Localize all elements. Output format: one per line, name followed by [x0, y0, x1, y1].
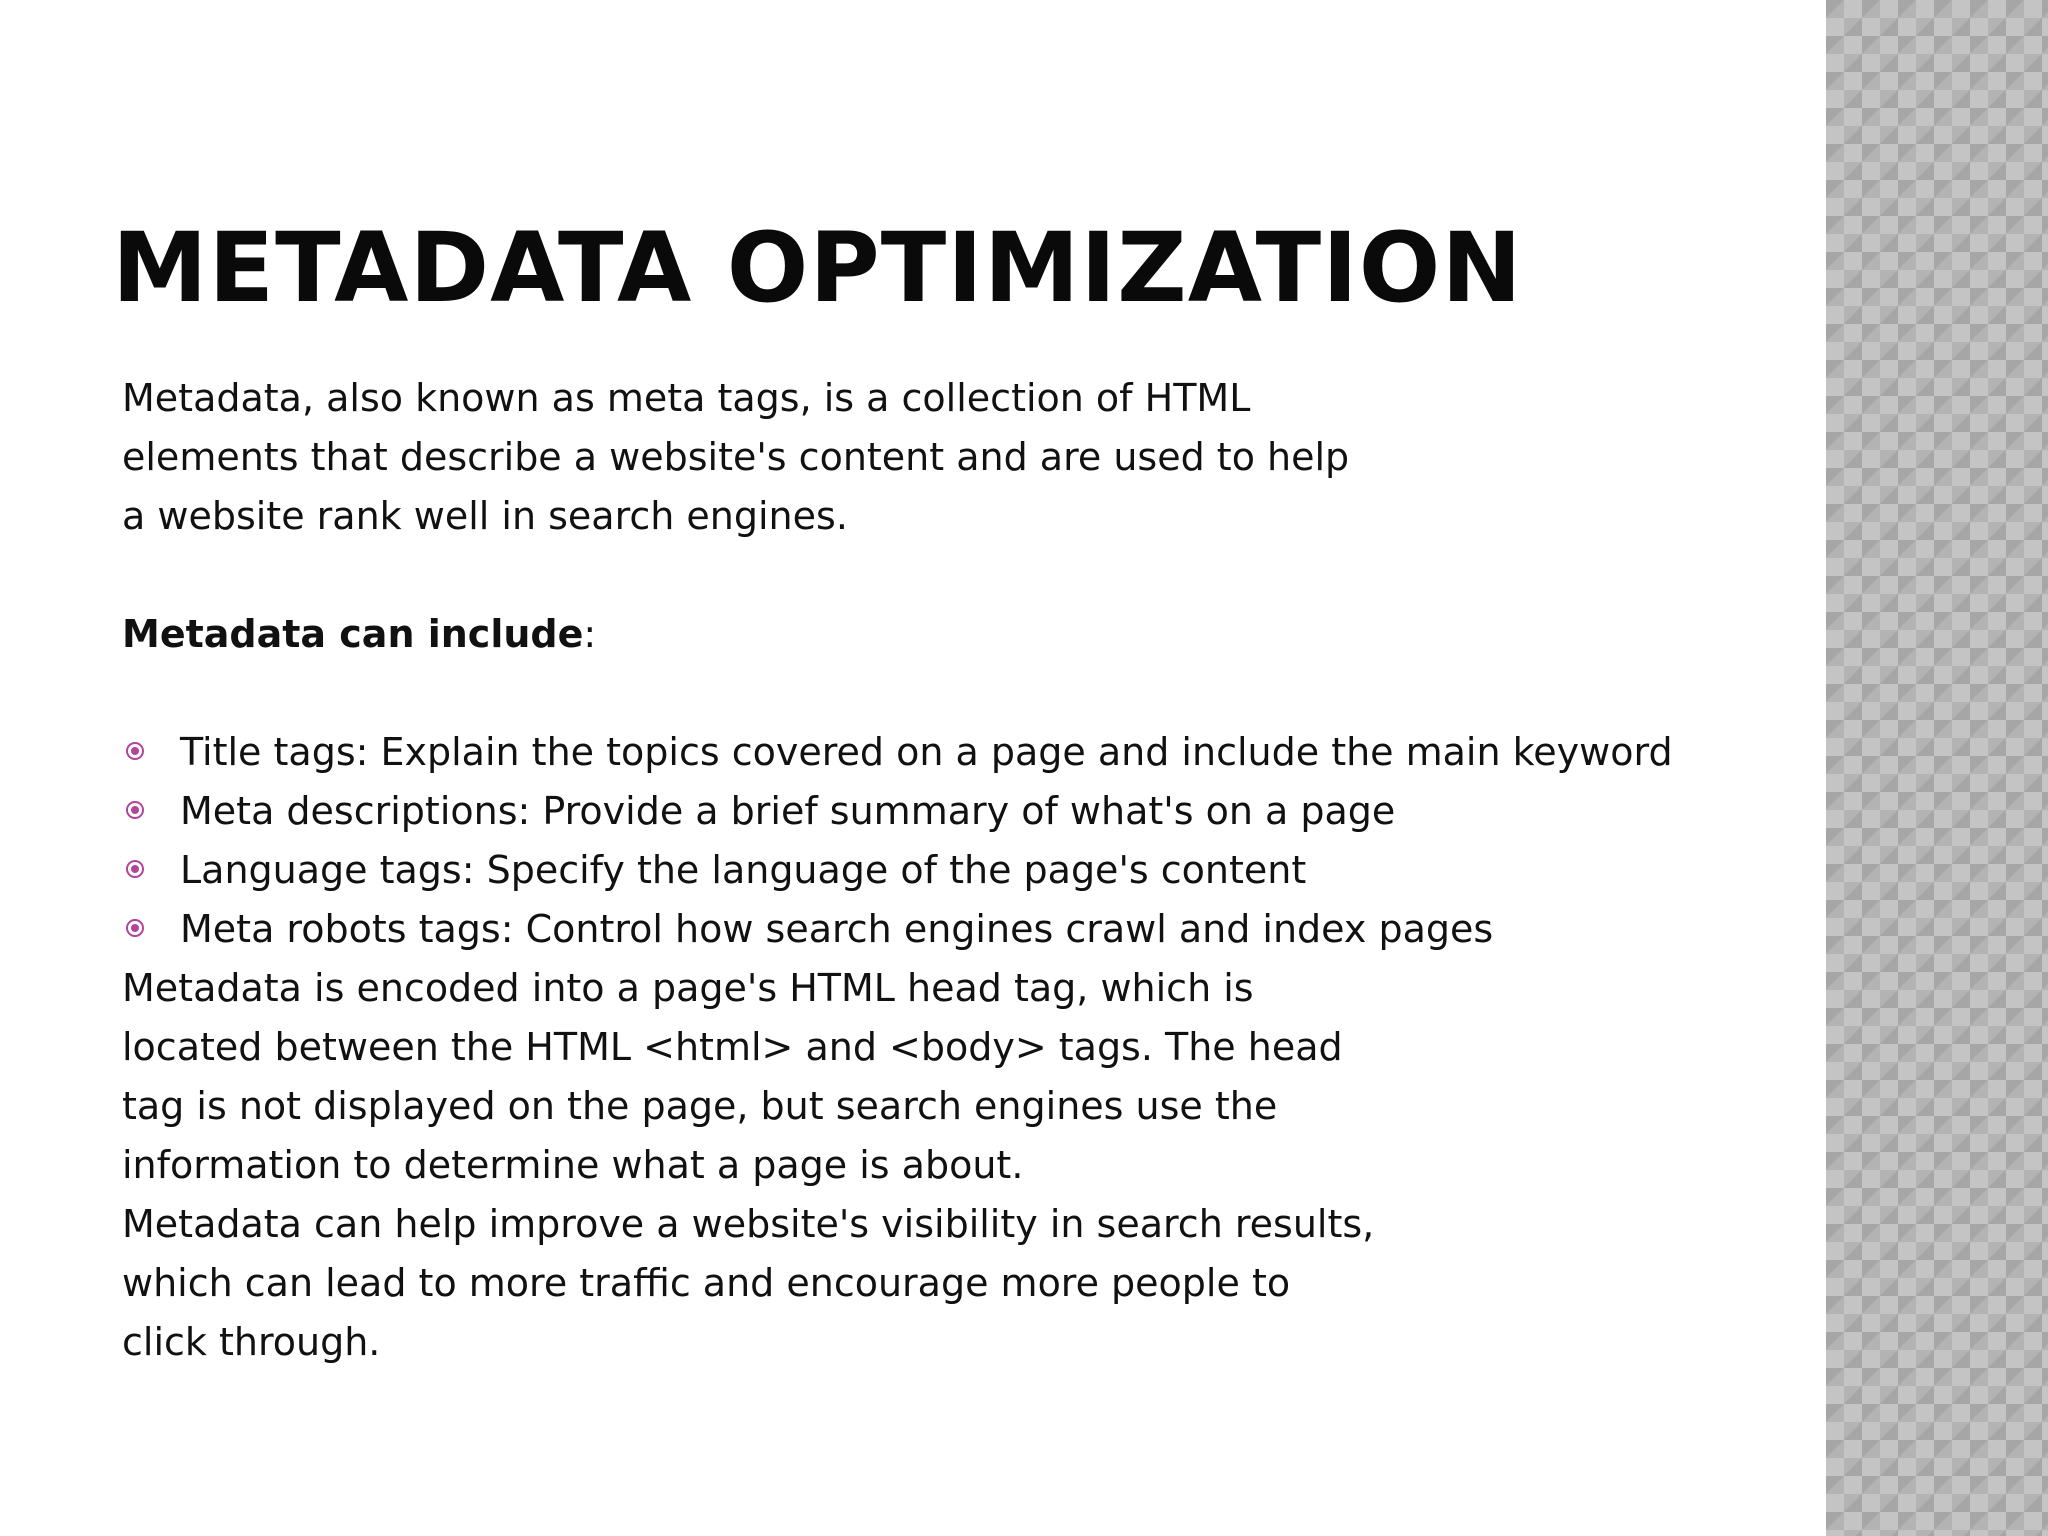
include-heading: Metadata can include — [122, 612, 584, 656]
bullet-list — [122, 723, 1682, 959]
radio-bullet-icon — [126, 860, 144, 878]
head-tag-paragraph: Metadata is encoded into a page's HTML head tag, which is located between the HTML <html> and <body> tags. The head tag is not displayed on the page, but search engines use the information to determine what a page is about. — [122, 966, 1343, 1187]
bullet-text: Meta robots tags: Control how search engines crawl and index pages — [180, 907, 1494, 951]
slide-title: METADATA OPTIMIZATION — [112, 212, 1523, 324]
slide-body — [122, 369, 1682, 1372]
include-heading-line — [122, 605, 1682, 664]
bullet-item — [122, 782, 1682, 841]
radio-bullet-icon — [126, 801, 144, 819]
bullet-item — [122, 723, 1682, 782]
bullet-item — [122, 841, 1682, 900]
include-heading-colon: : — [583, 612, 597, 656]
radio-bullet-icon — [126, 742, 144, 760]
spacer — [122, 546, 1682, 605]
bullet-text: Meta descriptions: Provide a brief summary of what's on a page — [180, 789, 1396, 833]
bullet-text: Title tags: Explain the topics covered on a page and include the main keyword — [180, 730, 1673, 774]
spacer — [122, 664, 1682, 723]
intro-paragraph: Metadata, also known as meta tags, is a collection of HTML elements that describe a website's content and are used to help a website rank well in search engines. — [122, 376, 1350, 538]
decorative-side-panel — [1826, 0, 2048, 1536]
radio-bullet-icon — [126, 919, 144, 937]
visibility-paragraph: Metadata can help improve a website's visibility in search results, which can lead to more traffic and encourage more people to click through. — [122, 1202, 1375, 1364]
bullet-text: Language tags: Specify the language of the page's content — [180, 848, 1307, 892]
bullet-item — [122, 900, 1682, 959]
